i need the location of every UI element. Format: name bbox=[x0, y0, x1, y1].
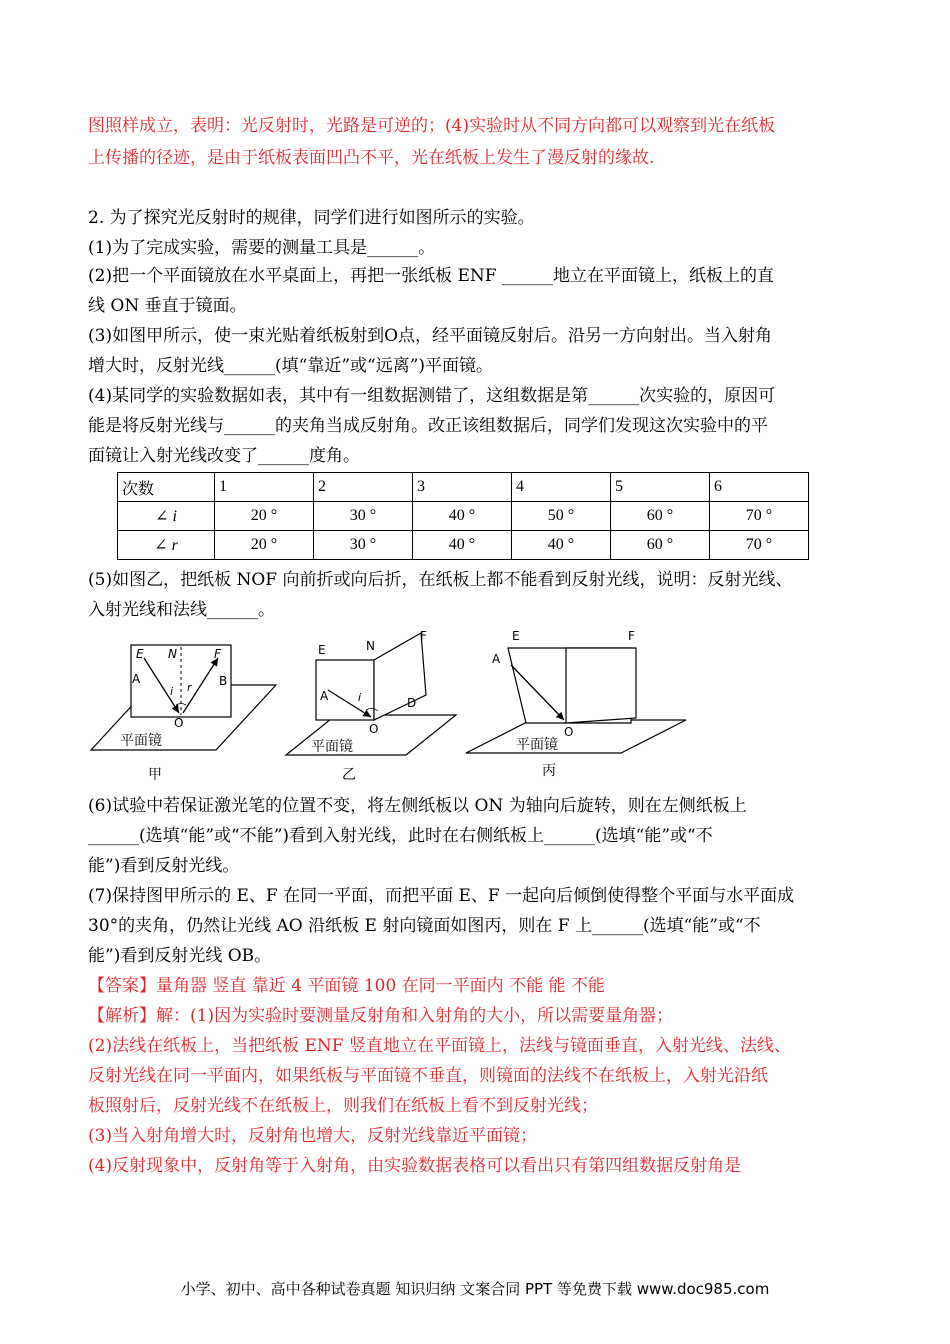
analysis-line-4: 板照射后，反射光线不在纸板上，则我们在纸板上看不到反射光线； bbox=[88, 1096, 598, 1116]
table-cell: ∠ i bbox=[118, 502, 215, 531]
table-row bbox=[118, 531, 809, 560]
analysis-line-5: (3)当入射角增大时，反射角也增大，反射光线靠近平面镜； bbox=[88, 1126, 538, 1146]
label-f: F bbox=[214, 647, 221, 661]
table-cell: 30 ° bbox=[314, 502, 413, 531]
analysis-line-1: 【解析】解：(1)因为实验时要测量反射角和入射角的大小，所以需要量角器； bbox=[88, 1006, 674, 1026]
question-part-2-line-1: (2)把一个平面镜放在水平桌面上，再把一张纸板 ENF ______地立在平面镜上，纸板上的直 bbox=[88, 266, 774, 286]
table-cell: 50 ° bbox=[512, 502, 611, 531]
question-part-6-line-2: ______(选填“能”或“不能”)看到入射光线，此时在右侧纸板上______(选填“能”或“不 bbox=[88, 826, 713, 846]
question-part-4-line-2: 能是将反射光线与______的夹角当成反射角。改正该组数据后，同学们发现这次实验中的平 bbox=[88, 416, 768, 436]
question-part-7-line-2: 30°的夹角，仍然让光线 AO 沿纸板 E 射向镜面如图丙，则在 F 上______(选填“能”或“不 bbox=[88, 916, 761, 936]
caption-yi: 乙 bbox=[342, 767, 356, 783]
label-e: E bbox=[512, 629, 520, 643]
table-cell: 1 bbox=[215, 473, 314, 502]
label-a: A bbox=[320, 689, 329, 703]
table-cell: 70 ° bbox=[710, 531, 809, 560]
table-cell: 3 bbox=[413, 473, 512, 502]
table-cell: 4 bbox=[512, 473, 611, 502]
label-n: N bbox=[168, 647, 177, 661]
table-cell: 40 ° bbox=[413, 502, 512, 531]
mirror-label: 平面镜 bbox=[516, 737, 558, 753]
table-cell: 6 bbox=[710, 473, 809, 502]
label-e: E bbox=[136, 647, 144, 661]
table-cell: 40 ° bbox=[413, 531, 512, 560]
question-part-7-line-3: 能”)看到反射光线 OB。 bbox=[88, 946, 272, 966]
answer-line: 【答案】量角器 竖直 靠近 4 平面镜 100 在同一平面内 不能 能 不能 bbox=[88, 976, 605, 996]
analysis-line-3: 反射光线在同一平面内，如果纸板与平面镜不垂直，则镜面的法线不在纸板上，入射光沿纸 bbox=[88, 1066, 768, 1086]
label-f: F bbox=[420, 629, 427, 643]
question-part-3-line-2: 增大时，反射光线______(填“靠近”或“远离”)平面镜。 bbox=[88, 356, 494, 376]
mirror-label: 平面镜 bbox=[311, 739, 353, 755]
question-part-2-line-2: 线 ON 垂直于镜面。 bbox=[88, 296, 247, 316]
label-d: D bbox=[407, 696, 417, 710]
question-part-6-line-1: (6)试验中若保证激光笔的位置不变，将左侧纸板以 ON 为轴向后旋转，则在左侧纸板上 bbox=[88, 796, 747, 816]
label-a: A bbox=[132, 672, 141, 686]
answer-continuation-line-2: 上传播的径迹，是由于纸板表面凹凸不平，光在纸板上发生了漫反射的缘故. bbox=[88, 148, 655, 168]
label-o: O bbox=[369, 722, 379, 736]
question-part-4-line-1: (4)某同学的实验数据如表，其中有一组数据测错了，这组数据是第______次实验的，原因可 bbox=[88, 386, 776, 406]
table-cell: 5 bbox=[611, 473, 710, 502]
mirror-plane bbox=[466, 720, 686, 753]
question-part-5-line-2: 入射光线和法线______。 bbox=[88, 600, 275, 620]
table-cell: 70 ° bbox=[710, 502, 809, 531]
caption-jia: 甲 bbox=[148, 767, 162, 783]
label-f: F bbox=[628, 629, 635, 643]
table-header-row bbox=[118, 473, 809, 502]
label-i: i bbox=[170, 685, 174, 698]
question-part-5-line-1: (5)如图乙，把纸板 NOF 向前折或向后折，在纸板上都不能看到反射光线，说明：反射光线、 bbox=[88, 570, 793, 590]
figure-jia bbox=[91, 645, 276, 783]
question-part-4-line-3: 面镜让入射光线改变了______度角。 bbox=[88, 446, 360, 466]
table-cell: ∠ r bbox=[118, 531, 215, 560]
label-i: i bbox=[358, 691, 362, 704]
analysis-line-2: (2)法线在纸板上，当把纸板 ENF 竖直地立在平面镜上，法线与镜面垂直，入射光线、法线、 bbox=[88, 1036, 791, 1056]
label-o: O bbox=[174, 716, 184, 730]
table-cell: 20 ° bbox=[215, 502, 314, 531]
paper-board-right bbox=[566, 648, 636, 723]
paper-board-right bbox=[374, 633, 426, 720]
table-cell: 20 ° bbox=[215, 531, 314, 560]
label-o: O bbox=[564, 725, 574, 739]
label-e: E bbox=[318, 643, 326, 657]
experiment-data-table bbox=[117, 472, 809, 560]
analysis-line-6: (4)反射现象中，反射角等于入射角，由实验数据表格可以看出只有第四组数据反射角是 bbox=[88, 1156, 742, 1176]
question-part-6-line-3: 能”)看到反射光线。 bbox=[88, 856, 240, 876]
label-n: N bbox=[366, 639, 375, 653]
caption-bing: 丙 bbox=[542, 763, 556, 779]
table-cell: 2 bbox=[314, 473, 413, 502]
label-b: B bbox=[219, 674, 228, 688]
answer-continuation-line-1: 图照样成立，表明：光反射时，光路是可逆的；(4)实验时从不同方向都可以观察到光在纸板 bbox=[88, 116, 776, 136]
table-cell: 60 ° bbox=[611, 502, 710, 531]
question-part-1: (1)为了完成实验，需要的测量工具是______。 bbox=[88, 238, 436, 258]
table-cell: 60 ° bbox=[611, 531, 710, 560]
label-r: r bbox=[187, 681, 192, 694]
question-part-3-line-1: (3)如图甲所示，使一束光贴着纸板射到O点，经平面镜反射后。沿另一方向射出。当入射角 bbox=[88, 326, 773, 346]
label-a: A bbox=[492, 652, 501, 666]
table-cell: 40 ° bbox=[512, 531, 611, 560]
question-title: 2. 为了探究光反射时的规律，同学们进行如图所示的实验。 bbox=[88, 208, 535, 228]
figure-bing bbox=[466, 629, 686, 779]
table-cell: 30 ° bbox=[314, 531, 413, 560]
table-row bbox=[118, 502, 809, 531]
page-footer: 小学、初中、高中各种试卷真题 知识归纳 文案合同 PPT 等免费下载 www.doc985.com bbox=[180, 1280, 770, 1298]
reflection-experiment-figure bbox=[86, 625, 706, 785]
mirror-label: 平面镜 bbox=[120, 733, 162, 749]
figure-yi bbox=[286, 629, 456, 783]
table-cell: 次数 bbox=[118, 473, 215, 502]
question-part-7-line-1: (7)保持图甲所示的 E、F 在同一平面，而把平面 E、F 一起向后倾倒使得整个平面与水平面成 bbox=[88, 886, 795, 906]
